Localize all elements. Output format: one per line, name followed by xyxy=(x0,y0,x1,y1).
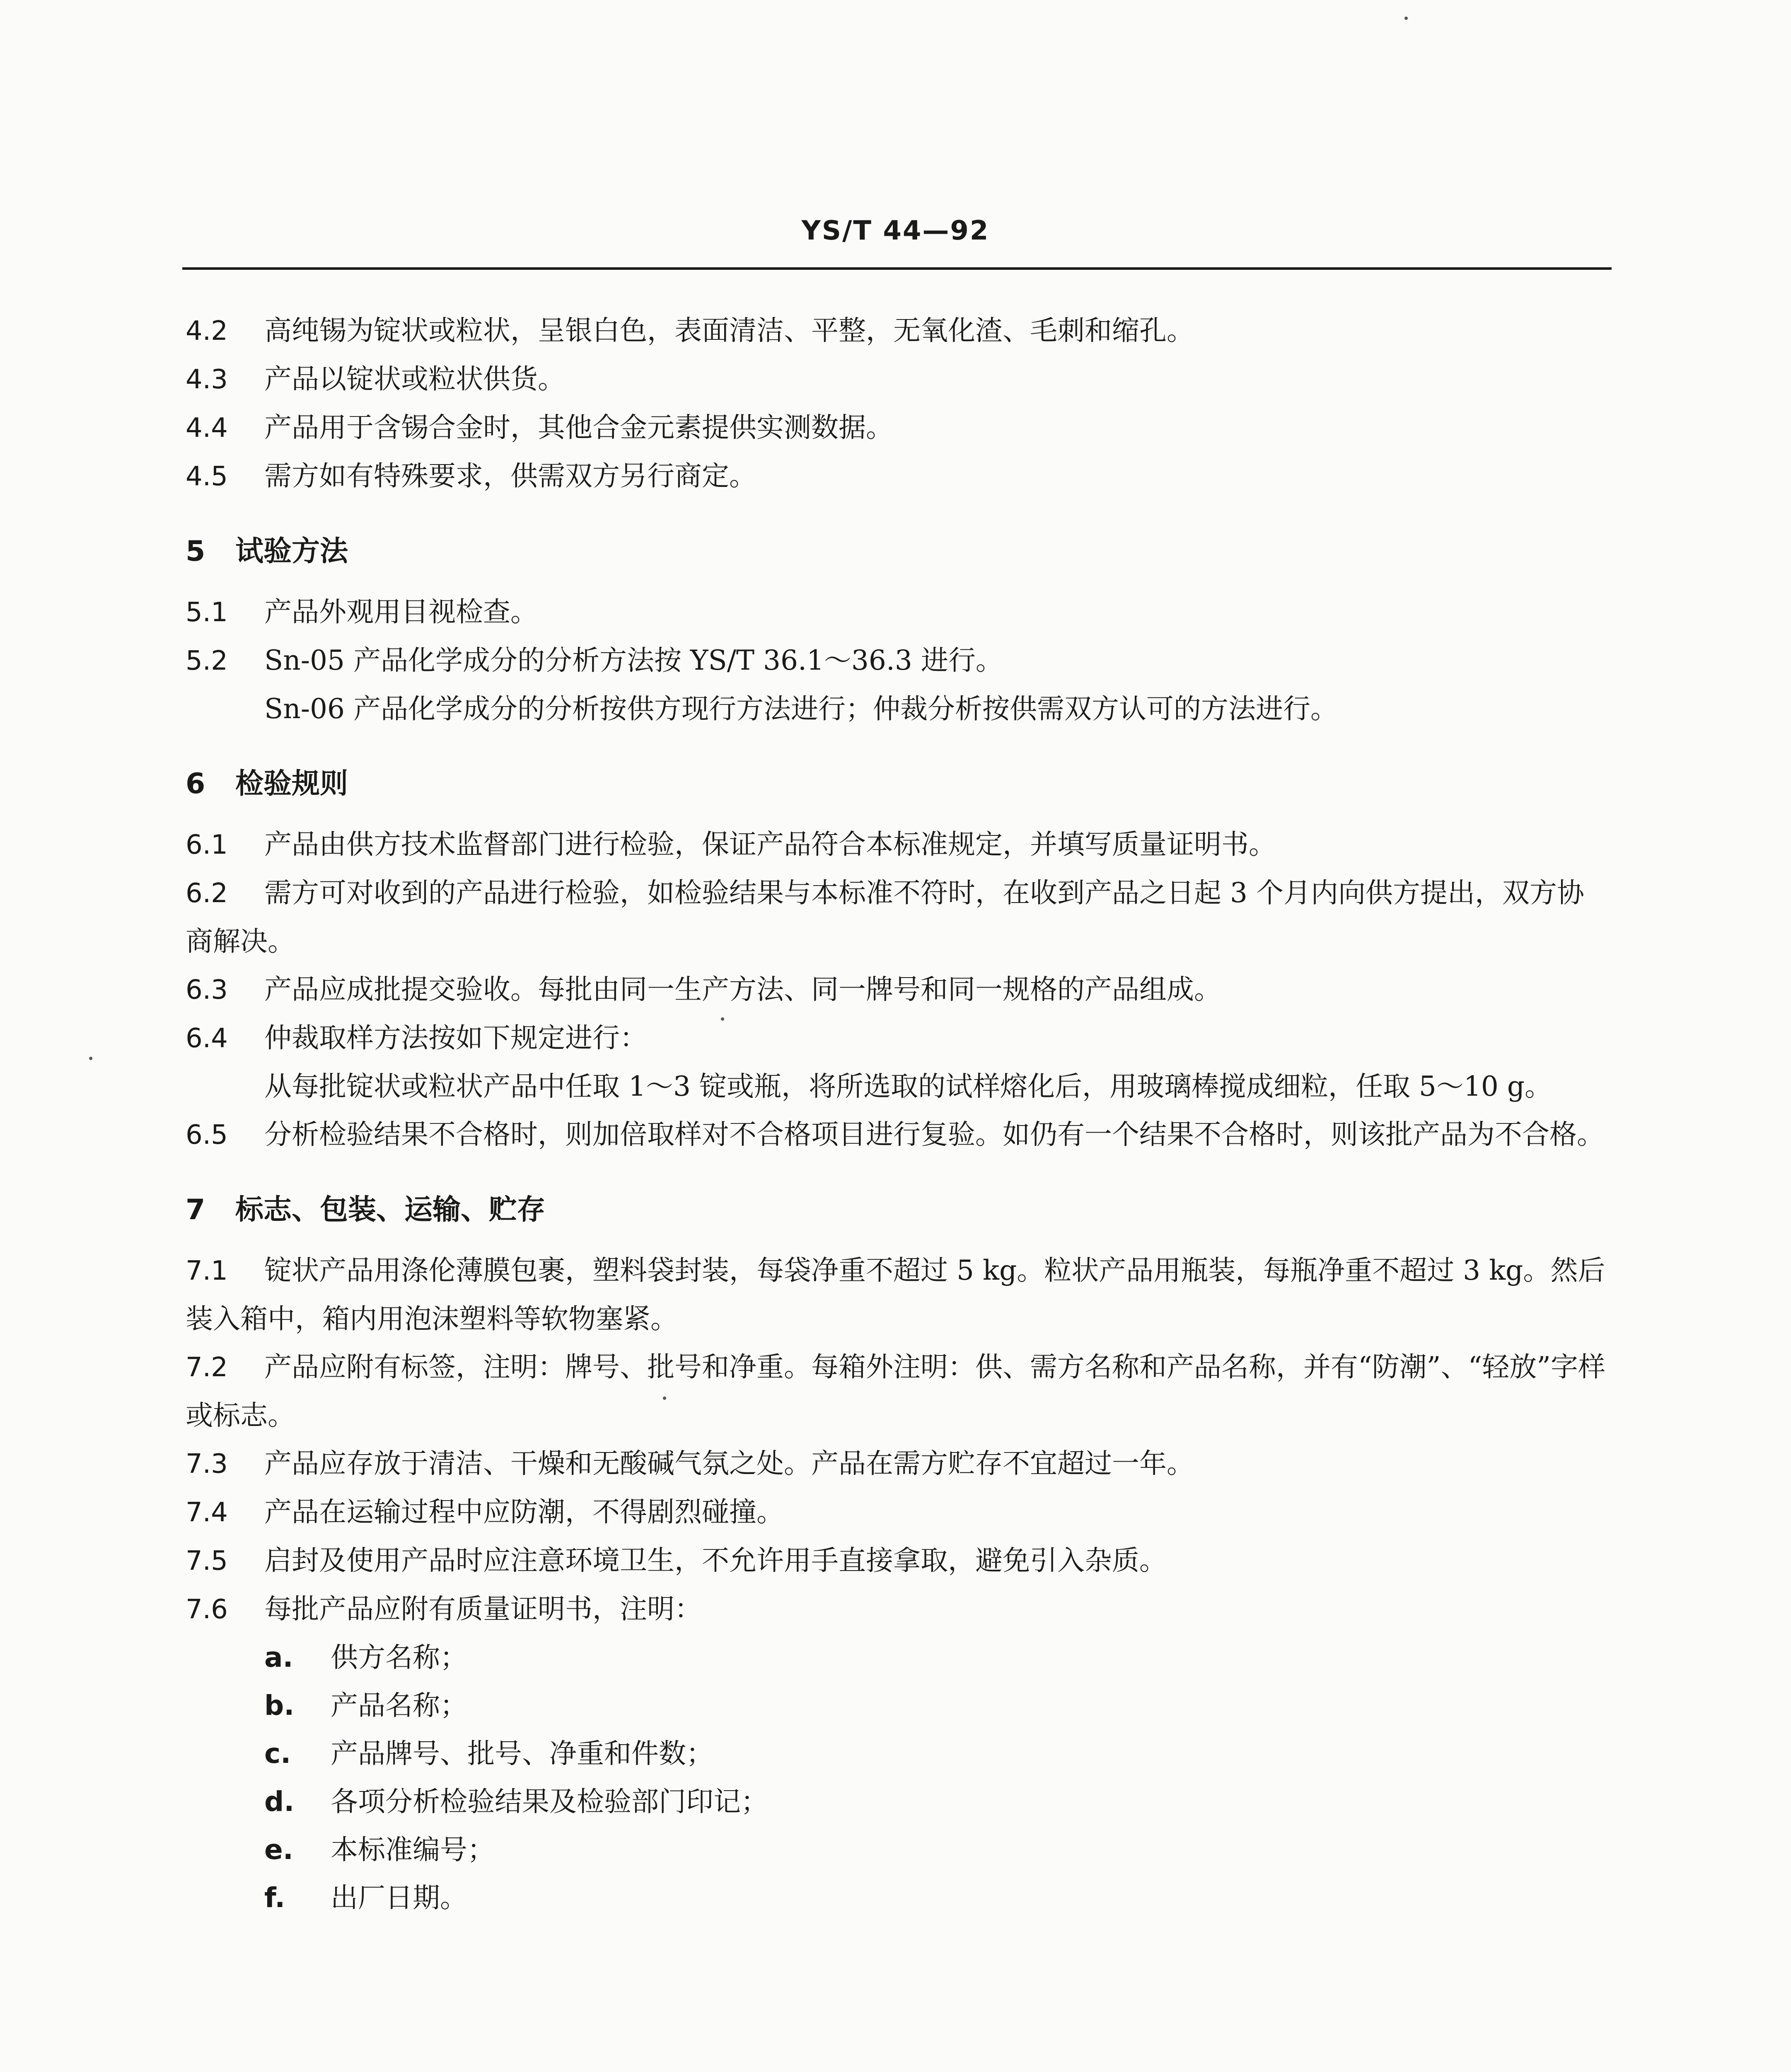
clause-4-3: 4.3 产品以锭状或粒状供货。 xyxy=(186,363,565,395)
clause-7-1: 7.1 锭状产品用涤伦薄膜包裹，塑料袋封装，每袋净重不超过 5 kg。粒状产品用瓶装，每瓶净重不超过 3 kg。然后装入箱中，箱内用泡沫塑料等软物塞紧。 xyxy=(186,1254,1605,1335)
document-body xyxy=(186,307,1611,1922)
list-item: f. 出厂日期。 xyxy=(264,1882,467,1914)
clause-7-3: 7.3 产品应存放于清洁、干燥和无酸碱气氛之处。产品在需方贮存不宜超过一年。 xyxy=(186,1447,1194,1479)
clause-7-5: 7.5 启封及使用产品时应注意环境卫生，不允许用手直接拿取，避免引入杂质。 xyxy=(186,1544,1167,1576)
list-item: e. 本标准编号； xyxy=(264,1834,495,1866)
clause-6-4: 6.4 仲裁取样方法按如下规定进行： xyxy=(186,1022,647,1054)
clause-6-4-procedure: 从每批锭状或粒状产品中任取 1～3 锭或瓶，将所选取的试样熔化后，用玻璃棒搅成细粒，任取 5～10 g。 xyxy=(264,1070,1552,1102)
scan-speck xyxy=(1404,17,1408,20)
scan-speck xyxy=(89,1057,92,1060)
scan-speck xyxy=(663,1397,666,1400)
clause-4-2: 4.2 高纯锡为锭状或粒状，呈银白色，表面清洁、平整，无氧化渣、毛刺和缩孔。 xyxy=(186,315,1194,346)
clause-4-4: 4.4 产品用于含锡合金时，其他合金元素提供实测数据。 xyxy=(186,411,893,443)
clause-6-2: 6.2 需方可对收到的产品进行检验，如检验结果与本标准不符时，在收到产品之日起 3 个月内向供方提出，双方协商解决。 xyxy=(186,877,1584,957)
clause-6-1: 6.1 产品由供方技术监督部门进行检验，保证产品符合本标准规定，并填写质量证明书。 xyxy=(186,828,1276,860)
list-item: c. 产品牌号、批号、净重和件数； xyxy=(264,1738,713,1769)
header-rule xyxy=(182,267,1612,270)
clause-6-5: 6.5 分析检验结果不合格时，则加倍取样对不合格项目进行复验。如仍有一个结果不合格时，则该批产品为不合格。 xyxy=(186,1118,1604,1150)
scan-speck xyxy=(721,1017,724,1021)
clause-7-4: 7.4 产品在运输过程中应防潮，不得剧烈碰撞。 xyxy=(186,1496,784,1528)
list-item: d. 各项分析检验结果及检验部门印记； xyxy=(264,1786,768,1818)
clause-5-2: 5.2 Sn-05 产品化学成分的分析方法按 YS/T 36.1～36.3 进行。 xyxy=(186,644,1003,676)
standard-code-header: YS/T 44—92 xyxy=(801,215,990,246)
section-5-heading: 5 试验方法 xyxy=(186,535,348,568)
clause-7-2: 7.2 产品应附有标签，注明：牌号、批号和净重。每箱外注明：供、需方名称和产品名称，并有“防潮”、“轻放”字样或标志。 xyxy=(186,1351,1605,1431)
list-item: b. 产品名称； xyxy=(264,1690,467,1721)
section-7-heading: 7 标志、包装、运输、贮存 xyxy=(186,1193,546,1226)
section-6-heading: 6 检验规则 xyxy=(186,767,348,800)
clause-5-2-note: Sn-06 产品化学成分的分析按供方现行方法进行；仲裁分析按供需双方认可的方法进行。 xyxy=(264,693,1338,725)
clause-5-1: 5.1 产品外观用目视检查。 xyxy=(186,596,538,628)
clause-4-5: 4.5 需方如有特殊要求，供需双方另行商定。 xyxy=(186,460,757,492)
clause-7-6: 7.6 每批产品应附有质量证明书，注明： xyxy=(186,1593,702,1625)
clause-6-3: 6.3 产品应成批提交验收。每批由同一生产方法、同一牌号和同一规格的产品组成。 xyxy=(186,973,1221,1005)
list-item: a. 供方名称； xyxy=(264,1641,467,1673)
